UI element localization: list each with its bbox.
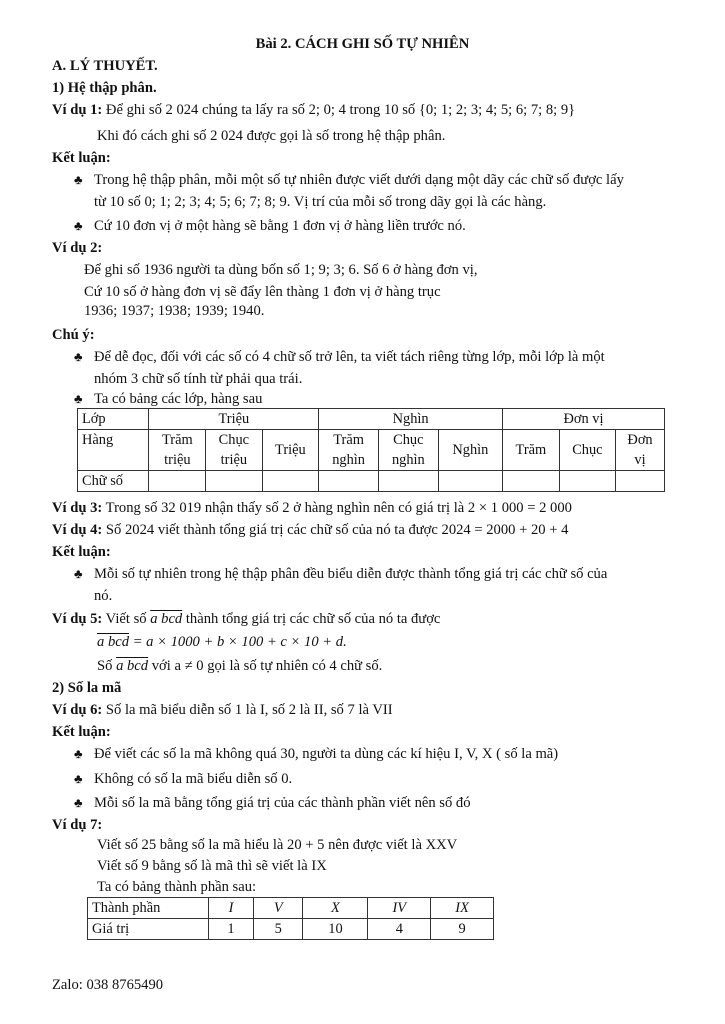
- conclusion-3-bullet-1: [74, 745, 558, 763]
- note-bullet-2: [74, 390, 262, 408]
- table-cell: Chục: [559, 430, 615, 471]
- example-5-equation: a bcd = a × 1000 + b × 100 + c × 10 + d.: [97, 634, 347, 650]
- table-cell: Lớp: [78, 409, 149, 430]
- example-1: [52, 101, 575, 119]
- table-cell: 9: [431, 919, 494, 940]
- table-cell: [378, 471, 438, 492]
- example-7-line2: Viết số 9 bằng số là mã thì sẽ viết là IX: [97, 858, 327, 874]
- table-cell: Chục nghìn: [378, 430, 438, 471]
- note-label: Chú ý:: [52, 327, 95, 343]
- conclusion-1-bullet-1-cont: từ 10 số 0; 1; 2; 3; 4; 5; 6; 7; 8; 9. Vị trí của mỗi số trong dãy gọi là các hàng.: [94, 194, 547, 210]
- table-cell: 10: [303, 919, 368, 940]
- conclusion-3-bullet-1-text: Để viết các số la mã không quá 30, người ta dùng các kí hiệu I, V, X ( số la mã): [94, 746, 559, 762]
- table-cell: Chục triệu: [206, 430, 262, 471]
- conclusion-1-bullet-1: [74, 171, 624, 189]
- example-7-label: Ví dụ 7:: [52, 817, 103, 833]
- table-row: [78, 471, 665, 492]
- table-cell: Trăm triệu: [149, 430, 206, 471]
- subsection-1-heading: 1) Hệ thập phân.: [52, 80, 157, 96]
- example-7-line3: Ta có bảng thành phần sau:: [97, 879, 257, 895]
- example-2-line1: Để ghi số 1936 người ta dùng bốn số 1; 9; 3; 6. Số 6 ở hàng đơn vị,: [84, 262, 478, 278]
- conclusion-2-bullet-1: [74, 565, 607, 583]
- example-6-text: Số la mã biểu diễn số 1 là I, số 2 là II, số 7 là VII: [102, 702, 393, 718]
- example-1-text: Để ghi số 2 024 chúng ta lấy ra số 2; 0; 4 trong 10 số {0; 1; 2; 3; 4; 5; 6; 7; 8; 9}: [102, 102, 576, 118]
- example-4: [52, 521, 568, 539]
- club-bullet-icon: ♣: [74, 172, 83, 187]
- note-bullet-1-cont: nhóm 3 chữ số tính từ phải qua trái.: [94, 371, 303, 387]
- table-cell: I: [209, 898, 254, 919]
- table-row: [78, 409, 665, 430]
- table-cell: Triệu: [262, 430, 319, 471]
- club-bullet-icon: ♣: [74, 795, 83, 810]
- club-bullet-icon: ♣: [74, 391, 83, 406]
- conclusion-3-bullet-3-text: Mỗi số la mã bằng tổng giá trị của các thành phần viết nên số đó: [94, 795, 471, 811]
- roman-numeral-table: [87, 897, 494, 940]
- note-bullet-1: [74, 348, 605, 366]
- table-cell: Chữ số: [78, 471, 149, 492]
- table-cell: V: [254, 898, 303, 919]
- table-cell: Thành phần: [88, 898, 209, 919]
- table-cell: Đơn vị: [616, 430, 665, 471]
- club-bullet-icon: ♣: [74, 349, 83, 364]
- example-5: Ví dụ 5: Viết số a bcd thành tổng giá trị các chữ số của nó ta được: [52, 611, 441, 627]
- club-bullet-icon: ♣: [74, 746, 83, 761]
- section-a-heading: A. LÝ THUYẾT.: [52, 58, 158, 74]
- example-1-line2: Khi đó cách ghi số 2 024 được gọi là số trong hệ thập phân.: [97, 128, 446, 144]
- example-2-label: Ví dụ 2:: [52, 240, 103, 256]
- table-cell: [616, 471, 665, 492]
- conclusion-2-bullet-1-text: Mỗi số tự nhiên trong hệ thập phân đều biểu diễn được thành tổng giá trị các chữ số của: [94, 566, 608, 582]
- table-cell: IX: [431, 898, 494, 919]
- conclusion-1-bullet-2: [74, 217, 466, 235]
- example-6-label: Ví dụ 6:: [52, 702, 103, 718]
- table-cell: Nghìn: [438, 430, 502, 471]
- conclusion-1-label: Kết luận:: [52, 150, 111, 166]
- example-2-line2: Cứ 10 số ở hàng đơn vị sẽ đẩy lên thàng 1 đơn vị ở hàng trục: [84, 284, 441, 300]
- table-row: [88, 919, 494, 940]
- conclusion-1-bullet-1-text: Trong hệ thập phân, mỗi một số tự nhiên được viết dưới dạng một dãy các chữ số được lấy: [94, 172, 624, 188]
- example-6: [52, 701, 393, 719]
- note-bullet-1-text: Để dễ đọc, đối với các số có 4 chữ số trở lên, ta viết tách riêng từng lớp, mỗi lớp là một: [94, 349, 605, 365]
- example-4-label: Ví dụ 4:: [52, 522, 103, 538]
- table-cell: Giá trị: [88, 919, 209, 940]
- table-cell: 1: [209, 919, 254, 940]
- table-cell: [559, 471, 615, 492]
- conclusion-3-label: Kết luận:: [52, 724, 111, 740]
- footer-contact: Zalo: 038 8765490: [52, 977, 164, 993]
- conclusion-3-bullet-2-text: Không có số la mã biểu diễn số 0.: [94, 771, 293, 787]
- table-cell: Đơn vị: [503, 409, 665, 430]
- subsection-2-heading: 2) Số la mã: [52, 680, 122, 696]
- club-bullet-icon: ♣: [74, 771, 83, 786]
- page-title: Bài 2. CÁCH GHI SỐ TỰ NHIÊN: [255, 36, 470, 52]
- table-cell: IV: [368, 898, 431, 919]
- table-cell: [149, 471, 206, 492]
- table-cell: Hàng: [78, 430, 149, 471]
- example-2-line3: 1936; 1937; 1938; 1939; 1940.: [84, 303, 265, 319]
- table-cell: 4: [368, 919, 431, 940]
- table-cell: [319, 471, 379, 492]
- example-7-line1: Viết số 25 bằng số la mã hiểu là 20 + 5 nên được viết là XXV: [97, 837, 458, 853]
- class-place-table: [77, 408, 665, 492]
- example-3-text: Trong số 32 019 nhận thấy số 2 ở hàng nghìn nên có giá trị là 2 × 1 000 = 2 000: [102, 500, 572, 516]
- example-4-text: Số 2024 viết thành tổng giá trị các chữ số của nó ta được 2024 = 2000 + 20 + 4: [102, 522, 569, 538]
- table-cell: Triệu: [149, 409, 319, 430]
- table-cell: 5: [254, 919, 303, 940]
- example-1-label: Ví dụ 1:: [52, 102, 103, 118]
- table-row: [88, 898, 494, 919]
- example-3: [52, 499, 572, 517]
- club-bullet-icon: ♣: [74, 566, 83, 581]
- table-cell: [206, 471, 262, 492]
- club-bullet-icon: ♣: [74, 218, 83, 233]
- conclusion-2-bullet-1-cont: nó.: [94, 588, 113, 604]
- table-cell: [503, 471, 560, 492]
- table-cell: [262, 471, 319, 492]
- table-cell: Trăm nghìn: [319, 430, 379, 471]
- table-cell: Trăm: [503, 430, 560, 471]
- table-cell: X: [303, 898, 368, 919]
- table-cell: [438, 471, 502, 492]
- conclusion-1-bullet-2-text: Cứ 10 đơn vị ở một hàng sẽ bằng 1 đơn vị ở hàng liền trước nó.: [94, 218, 466, 234]
- conclusion-3-bullet-3: [74, 794, 471, 812]
- conclusion-3-bullet-2: [74, 770, 292, 788]
- example-3-label: Ví dụ 3:: [52, 500, 103, 516]
- example-5-label: Ví dụ 5:: [52, 611, 103, 627]
- table-row: [78, 430, 665, 471]
- conclusion-2-label: Kết luận:: [52, 544, 111, 560]
- example-5-line3: Số a bcd với a ≠ 0 gọi là số tự nhiên có 4 chữ số.: [97, 658, 383, 674]
- note-bullet-2-text: Ta có bảng các lớp, hàng sau: [94, 391, 263, 407]
- table-cell: Nghìn: [319, 409, 503, 430]
- abcd-overline: a bcd: [150, 611, 183, 627]
